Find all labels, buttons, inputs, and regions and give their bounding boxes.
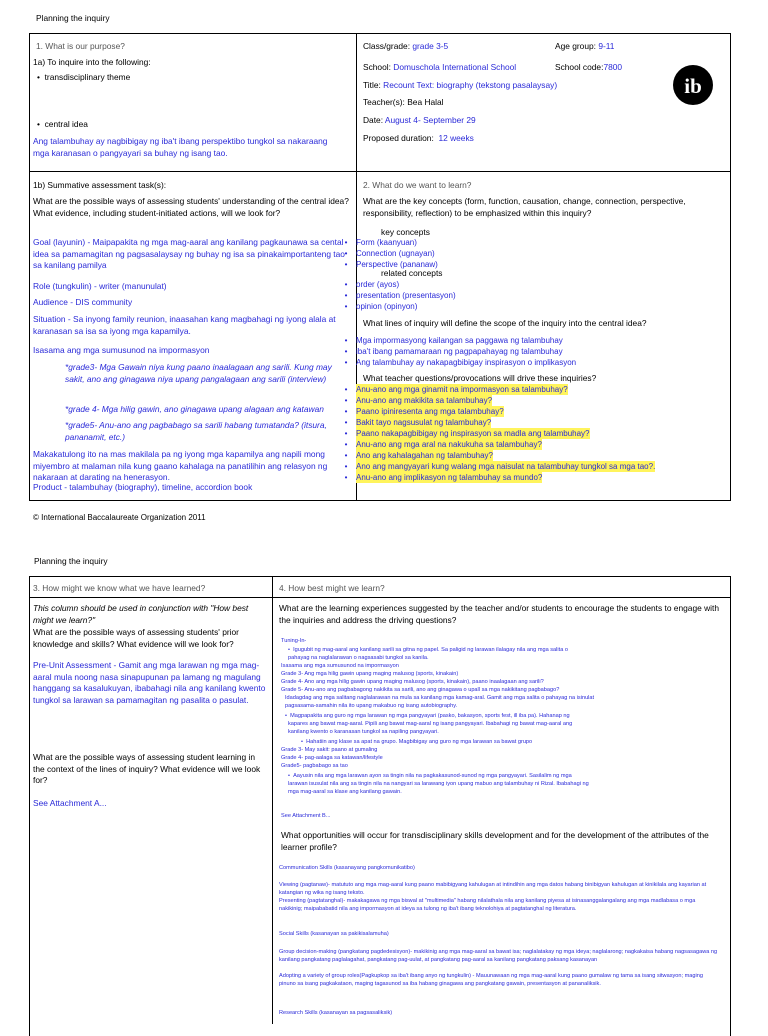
- related-concepts-label: related concepts: [381, 268, 443, 278]
- page-header: Planning the inquiry: [34, 556, 108, 566]
- social-skills-heading: Social Skills (kasanayan sa pakikisalamuha): [279, 931, 389, 937]
- goal: Goal (layunin) - Maipapakita ng mga mag-aaral ang kanilang pagkaunawa sa cental idea sa pamamagitan ng pagsasalaysay ng buhay ng isa sa pinakaimportanteng tao sa kanilang pamilya: [33, 237, 345, 271]
- lines-question: What lines of inquiry will define the scope of the inquiry into the central idea?: [363, 318, 647, 328]
- attachment-b-link[interactable]: See Attachment B...: [281, 813, 331, 819]
- key-concepts-question: What are the key concepts (form, function, causation, change, connection, perspective, responsibility, reflection) to be emphasized within this inquiry?: [363, 196, 686, 218]
- class-grade: Class/grade: grade 3-5: [363, 41, 449, 51]
- row-divider: [29, 171, 731, 172]
- role: Role (tungkulin) - writer (manunulat): [33, 281, 167, 291]
- svg-text:ib: ib: [684, 74, 702, 98]
- unit-title: Title: Recount Text: biography (tekstong pasalaysay): [363, 80, 558, 90]
- activity-line: • Aayusin nila ang mga larawan ayon sa tingin nila na pagkakasunod-sunod ng mga pangyayari. Sasilalim ng mga: [288, 773, 572, 779]
- school-code: School code:7800: [555, 62, 623, 72]
- activity-line: larawan isusulat nila ang sa tingin nila na nangyari sa larawang iyon upang mabuo ang talambuhay ni Rizal. Ibabahagi ng: [288, 781, 589, 787]
- duration: Proposed duration: 12 weeks: [363, 133, 474, 143]
- communication-skills-heading: Communication Skills (kasanayang pangkomunikatibo): [279, 865, 415, 871]
- know-heading: 3. How might we know what we have learned?: [33, 583, 206, 593]
- activity-line: pahayag na naglalarawan o nagsasabi tungkol sa kanila.: [288, 655, 429, 661]
- activity-line: Grade 4- pag-aalaga sa katawan/lifestyle: [281, 755, 383, 761]
- activity-line: Idadagdag ang mga salitang naglalarawan na mula sa kanilang mga kamag-aral. Gamit ang mga salita o pahayag na isinulat: [285, 695, 595, 701]
- best-heading: 4. How best might we learn?: [279, 583, 385, 593]
- audience: Audience - DIS community: [33, 297, 133, 307]
- activity-line: kanilang kwento o karanasan tungkol sa napiling pangyayari.: [288, 729, 439, 735]
- activity-line: Grade 4- Ano ang mga hilig gawin upang maging malusog (sports, kinakain), paano inaalagaan ang sarili?: [281, 679, 544, 685]
- date: Date: August 4- September 29: [363, 115, 476, 125]
- page-header: Planning the inquiry: [36, 13, 110, 23]
- teachers: Teacher(s): Bea Halal: [363, 97, 444, 107]
- group-roles-skill: Adopting a variety of group roles(Pagkupkop sa iba't ibang anyo ng tungkulin) - Mauunawaan ng mga mag-aaral kung paano gumalaw ng tama sa isang sitwasyon; maging pinuno sa isang pagkakataon, maging tagasunod sa iba habang ginagawa ang pangkatang gawain, presentasyon at pananaliksik.: [279, 973, 703, 987]
- column-note: This column should be used in conjunction with "How best might we learn?": [33, 603, 249, 625]
- theme-bullet: • transdisciplinary theme: [37, 72, 131, 82]
- prior-knowledge-question: What are the possible ways of assessing students' prior knowledge and skills? What evidence will we look for?: [33, 627, 239, 649]
- attachment-a-link[interactable]: See Attachment A...: [33, 798, 107, 808]
- key-concepts-label: key concepts: [381, 227, 430, 237]
- presenting-skill: Presenting (pagtatanghal)- makakagawa ng mga biswal at "multimedia" habang nilalathala nila ang kanilang piyesa at isinasanggalangalang ang mga madlabasa o mga nakikinig; maipababatid nila ang impormasyon at ideya sa tulong ng iba't ibang teknolohiya at pagtatanghal ng literatura.: [279, 898, 696, 912]
- grade3-task: *grade3- Mga Gawain niya kung paano inaalagaan ang sarili. Kung may sakit, ano ang ginagawa niya upang pangalagaan ang sarili (interview): [65, 362, 332, 384]
- activity-line: kapares ang bawat mag-aaral. Pipili ang bawat mag-aaral ng isang pangyayari. Ibabahagi ng bawat mag-aaral ang: [288, 721, 573, 727]
- central-idea: Ang talambuhay ay nagbibigay ng iba't ibang perspektibo tungkol sa nakaraang mga karanasan o pangyayari sa buhay ng isang tao.: [33, 136, 328, 158]
- activity-line: Grade 5- Anu-ano ang pagbabagong nakikita sa sarili, ano ang ginagawa o upall sa mga nakikitang pagbabago?: [281, 687, 560, 693]
- summative-question: What are the possible ways of assessing students' understanding of the central idea? What evidence, including student-initiated actions, will we look for?: [33, 196, 349, 218]
- product: Product - talambuhay (biography), timeline, accordion book: [33, 482, 253, 492]
- teacher-questions-label: What teacher questions/provocations will drive these inquiries?: [363, 373, 597, 383]
- makakatulong: Makakatulong ito na mas makilala pa ng iyong mga kapamilya ang napili mong miyembro at malaman nila kung gaano kahalaga na panatilihin ang relasyon ng nakaraan at darating na henerasyon.: [33, 449, 328, 483]
- school: School: Domuschola International School: [363, 62, 517, 72]
- learn-heading: 2. What do we want to learn?: [363, 180, 472, 190]
- opportunities-question: What opportunities will occur for transdisciplinary skills development and for the development of the attributes of the learner profile?: [281, 830, 709, 852]
- activity-line: • Magpapakita ang guro ng mga larawan ng mga pangyayari (pasko, bakasyon, sports fest, ill iba pa). Hahanap ng: [285, 713, 570, 719]
- activity-line: Grade5- pagbabago sa tao: [281, 763, 348, 769]
- summative-heading: 1b) Summative assessment task(s):: [33, 180, 167, 190]
- learning-experiences-question: What are the learning experiences suggested by the teacher and/or students to encourage the students to engage with the inquiries and address the driving questions?: [279, 603, 719, 625]
- age-group: Age group: 9-11: [555, 41, 615, 51]
- research-skills-heading: Research Skills (kasanayan sa pagsasaliksik): [279, 1010, 393, 1016]
- activity-line: mga mag-aaral sa klase ang kanilang gawain.: [288, 789, 402, 795]
- activity-line: Isasama ang mga sumusunod na impormasyon: [281, 663, 399, 669]
- activity-line: pagsasama-samahin nila ito upang makabuo ng isang autobiography.: [285, 703, 458, 709]
- group-decision-skill: Group decision-making (pangkatang pagdedesisyon)- makikinig ang mga mag-aaral sa bawat isa; naglalatakay ng mga ideya; naglalarong; nagkakaisa habang nagsasagawa ng kanilang pangkatang paglalagahat, pangkatang pag-uulat, at pangkatang pag-aaral sa kanilang pangkatang paksang kasanayan: [279, 949, 718, 963]
- row-divider: [29, 597, 731, 598]
- inquire-label: 1a) To inquire into the following:: [33, 57, 151, 67]
- grade4-task: *grade 4- Mga hilig gawin, ano ginagawa upang alagaan ang katawan: [65, 404, 324, 414]
- column-divider: [272, 576, 273, 1024]
- activity-line: Grade 3- Ang mga hilig gawin upang maging malusog (sports, kinakain): [281, 671, 459, 677]
- purpose-heading: 1. What is our purpose?: [36, 41, 125, 51]
- grade5-task: *grade5- Anu-ano ang pagbabago sa sarili habang tumatanda? (itsura, pananamit, etc.): [65, 420, 327, 442]
- activity-line: Grade 3- May sakit: paano at gumaling: [281, 747, 378, 753]
- copyright-footer: © International Baccalaureate Organization 2011: [33, 513, 206, 522]
- activity-line: • Hahatiin ang klase sa apat na grupo. Magbibigay ang guro ng mga larawan sa bawat grupo: [301, 739, 533, 745]
- situation: Situation - Sa inyong family reunion, inaasahan kang magbahagi ng iyong alala at karanasan sa isa sa iyong mga kapamilya.: [33, 314, 336, 336]
- pre-unit-assessment: Pre-Unit Assessment - Gamit ang mga larawan ng mga mag-aaral mula noong nasa sinapupunan pa lamang ng magulang hanggang sa kasalukuyan, ibabahagi nila ang kanilang kwento tungkol sa larawan sa pamamagitan ng pasalita o pasulat.: [33, 660, 266, 705]
- copyright-icon: ©: [33, 513, 39, 522]
- activity-line: • Igugubit ng mag-aaral ang kanilang sarili sa gitna ng papel. Sa paligid ng larawan ilalagay nila ang mga salita o: [288, 647, 568, 653]
- viewing-skill: Viewing (pagtanaw)- matututo ang mga mag-aaral kung paano mabibigyang kahulugan at intindihin ang mga datos habang binibigyan kahulugan at kinikilala ang kayarian at katangian ng wika ng isang teksto.: [279, 882, 707, 896]
- isasama: Isasama ang mga sumusunod na impormasyon: [33, 345, 210, 355]
- idea-bullet: • central idea: [37, 119, 88, 129]
- learning-assessment-question: What are the possible ways of assessing student learning in the context of the lines of inquiry? What evidence will we look for?: [33, 752, 261, 786]
- tuning-in-label: Tuning-In-: [281, 638, 307, 644]
- ib-logo-icon: [671, 62, 715, 106]
